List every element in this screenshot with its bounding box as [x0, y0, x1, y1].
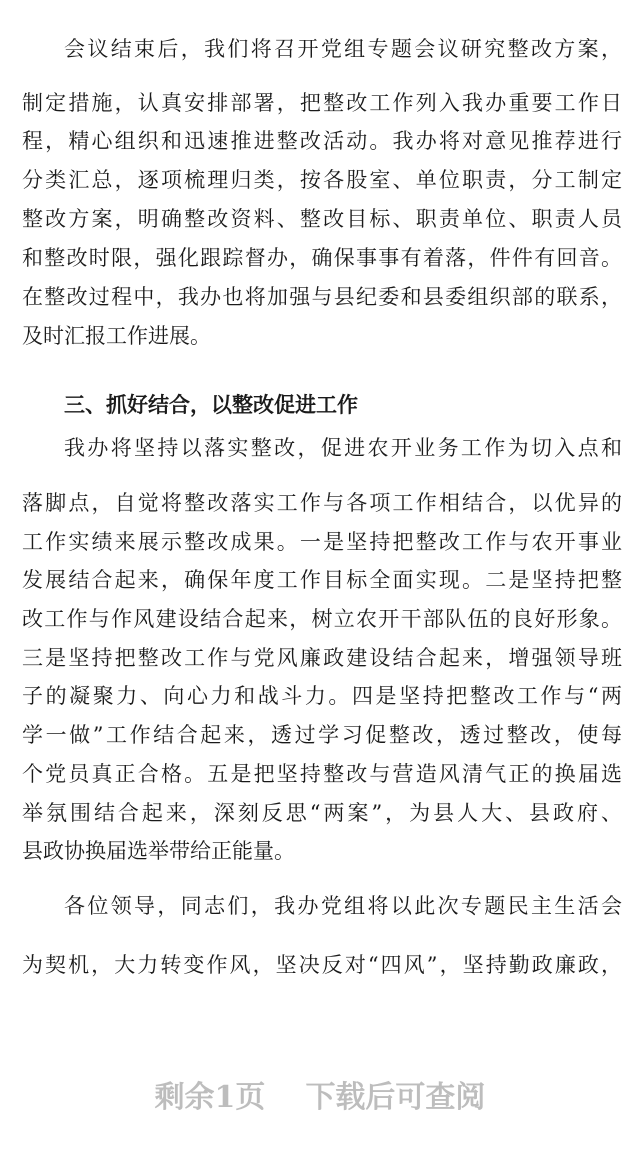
paragraph-2-line-8: 学一做”工作结合起来，透过学习促整改，透过整改，使每 — [22, 723, 622, 747]
paragraph-3-line-1: 各位领导，同志们，我办党组将以此次专题民主生活会 — [64, 894, 622, 918]
paragraph-1-line-8: 及时汇报工作进展。 — [22, 324, 211, 348]
paragraph-1-line-4: 分类汇总，逐项梳理归类，按各股室、单位职责，分工制定 — [22, 168, 622, 192]
paragraph-1-line-2: 制定措施，认真安排部署，把整改工作列入我办重要工作日 — [22, 91, 622, 115]
paragraph-1-line-1: 会议结束后，我们将召开党组专题会议研究整改方案， — [64, 37, 622, 61]
paragraph-2-line-2: 落脚点，自觉将整改落实工作与各项工作相结合，以优异的 — [22, 491, 622, 515]
paragraph-1-line-6: 和整改时限，强化跟踪督办，确保事事有着落，件件有回音。 — [22, 246, 622, 270]
paragraph-1-line-3: 程，精心组织和迅速推进整改活动。我办将对意见推荐进行 — [22, 129, 622, 153]
download-hint-label[interactable]: 下载后可查阅 — [305, 1080, 486, 1115]
paragraph-2-line-7: 子的凝聚力、向心力和战斗力。四是坚持把整改工作与“两 — [22, 684, 622, 708]
download-prompt[interactable] — [0, 1078, 640, 1118]
remaining-pages-label[interactable]: 剩余1页 — [154, 1080, 266, 1115]
paragraph-2-line-1: 我办将坚持以落实整改，促进农开业务工作为切入点和 — [64, 436, 622, 460]
paragraph-2-line-6: 三是坚持把整改工作与党风廉政建设结合起来，增强领导班 — [22, 646, 622, 670]
paragraph-2-line-5: 改工作与作风建设结合起来，树立农开干部队伍的良好形象。 — [22, 607, 622, 631]
section-heading-3: 三、抓好结合，以整改促进工作 — [64, 393, 358, 417]
paragraph-1-line-5: 整改方案，明确整改资料、整改目标、职责单位、职责人员 — [22, 207, 622, 231]
paragraph-2-line-9: 个党员真正合格。五是把坚持整改与营造风清气正的换届选 — [22, 762, 622, 786]
paragraph-2-line-10: 举氛围结合起来，深刻反思“两案”，为县人大、县政府、 — [22, 801, 622, 825]
paragraph-1-line-7: 在整改过程中，我办也将加强与县纪委和县委组织部的联系， — [22, 285, 622, 309]
paragraph-3-line-2: 为契机，大力转变作风，坚决反对“四风”，坚持勤政廉政， — [22, 953, 622, 977]
paragraph-2-line-11: 县政协换届选举带给正能量。 — [22, 839, 295, 863]
paragraph-2-line-3: 工作实绩来展示整改成果。一是坚持把整改工作与农开事业 — [22, 530, 622, 554]
paragraph-2-line-4: 发展结合起来，确保年度工作目标全面实现。二是坚持把整 — [22, 568, 622, 592]
